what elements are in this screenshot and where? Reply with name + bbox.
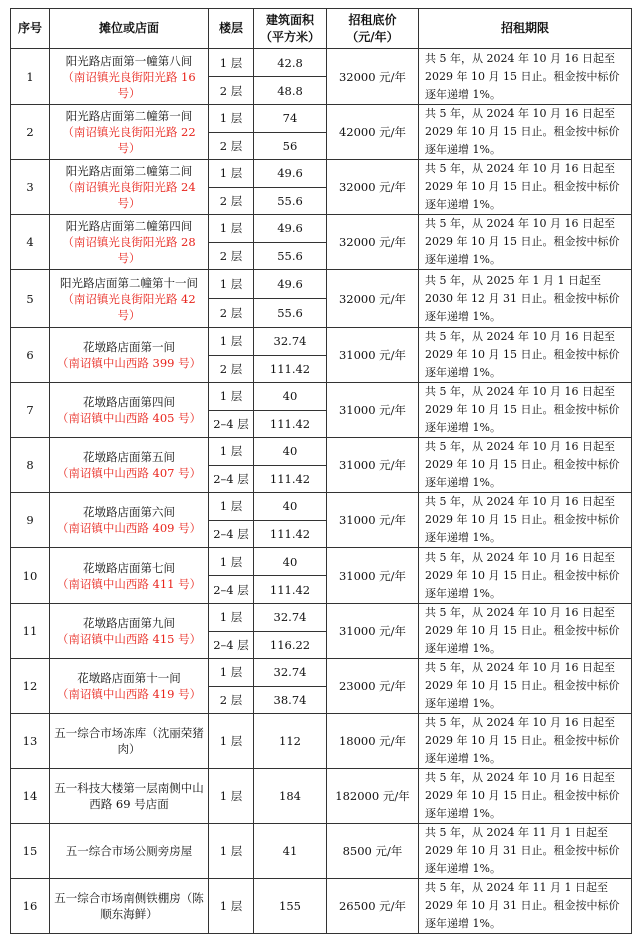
header-floor: 楼层 — [209, 9, 254, 49]
header-row — [11, 9, 632, 49]
row-floor: 1 层 — [209, 824, 254, 879]
row-area: 111.42 — [254, 410, 327, 438]
row-seq: 8 — [11, 438, 50, 493]
table-row — [11, 160, 632, 188]
stall-address: （南诏镇光良街阳光路 22 号） — [62, 125, 196, 155]
row-period: 共 5 年，从 2024 年 10 月 16 日起至 2029 年 10 月 15 日止。租金按中标价逐年递增 1%。 — [419, 160, 632, 215]
row-floor: 1 层 — [209, 438, 254, 466]
row-floor: 1 层 — [209, 548, 254, 576]
stall-address: （南诏镇中山西路 411 号） — [56, 576, 202, 591]
row-area: 56 — [254, 132, 327, 160]
row-stall — [50, 604, 209, 659]
stall-address: （南诏镇中山西路 399 号） — [56, 356, 202, 370]
row-area: 155 — [254, 879, 327, 934]
stall-address: （南诏镇中山西路 409 号） — [56, 521, 202, 535]
table-row — [11, 49, 632, 77]
row-seq: 16 — [11, 879, 50, 934]
row-seq: 4 — [11, 215, 50, 270]
row-floor: 2 层 — [209, 77, 254, 105]
stall-name: 花墩路店面第九间 — [83, 616, 175, 630]
table-row — [11, 879, 632, 934]
rental-table — [10, 8, 632, 934]
header-price-line1: 招租底价 — [348, 12, 397, 27]
table-row — [11, 659, 632, 687]
row-floor: 2 层 — [209, 242, 254, 270]
row-floor: 2–4 层 — [209, 520, 254, 548]
row-floor: 1 层 — [209, 659, 254, 687]
row-area: 32.74 — [254, 604, 327, 632]
header-price-line2: （元/年） — [346, 29, 399, 44]
row-period: 共 5 年，从 2024 年 10 月 16 日起至 2029 年 10 月 15 日止。租金按中标价逐年递增 1%。 — [419, 438, 632, 493]
row-seq: 15 — [11, 824, 50, 879]
row-floor: 2 层 — [209, 132, 254, 160]
row-floor: 2–4 层 — [209, 465, 254, 493]
row-stall — [50, 328, 209, 383]
row-stall — [50, 879, 209, 934]
stall-name: 阳光路店面第二幢第二间 — [65, 164, 193, 178]
row-price: 8500 元/年 — [327, 824, 419, 879]
row-area: 40 — [254, 493, 327, 521]
row-area: 49.6 — [254, 160, 327, 188]
row-floor: 2 层 — [209, 355, 254, 383]
stall-address: （南诏镇光良街阳光路 24 号） — [62, 180, 196, 210]
row-area: 55.6 — [254, 187, 327, 215]
table-row — [11, 215, 632, 243]
stall-name: 五一综合市场冻库（沈丽荣猪肉） — [54, 726, 204, 756]
stall-address: （南诏镇中山西路 407 号） — [56, 466, 202, 480]
row-period: 共 5 年，从 2024 年 11 月 1 日起至 2029 年 10 月 31 日止。租金按中标价逐年递增 1%。 — [419, 824, 632, 879]
table-row — [11, 270, 632, 299]
table-row — [11, 714, 632, 769]
row-floor: 1 层 — [209, 769, 254, 824]
row-floor: 2–4 层 — [209, 576, 254, 604]
table-row — [11, 105, 632, 133]
row-area: 116.22 — [254, 631, 327, 659]
row-seq: 2 — [11, 105, 50, 160]
stall-address: （南诏镇中山西路 415 号） — [56, 632, 202, 646]
row-price: 182000 元/年 — [327, 769, 419, 824]
row-seq: 10 — [11, 548, 50, 604]
row-price: 42000 元/年 — [327, 105, 419, 160]
header-stall: 摊位或店面 — [50, 9, 209, 49]
row-period: 共 5 年，从 2024 年 10 月 16 日起至 2029 年 10 月 15 日止。租金按中标价逐年递增 1%。 — [419, 328, 632, 383]
stall-address: （南诏镇光良街阳光路 28 号） — [62, 235, 196, 265]
row-price: 31000 元/年 — [327, 328, 419, 383]
stall-name: 阳光路店面第二幢第四间 — [65, 219, 193, 233]
row-period: 共 5 年，从 2024 年 10 月 16 日起至 2029 年 10 月 15 日止。租金按中标价逐年递增 1%。 — [419, 215, 632, 270]
row-stall — [50, 270, 209, 328]
stall-name: 花墩路店面第十一间 — [77, 671, 181, 685]
row-period: 共 5 年，从 2024 年 11 月 1 日起至 2029 年 10 月 31 日止。租金按中标价逐年递增 1%。 — [419, 879, 632, 934]
row-area: 32.74 — [254, 328, 327, 356]
row-area: 40 — [254, 548, 327, 576]
row-period: 共 5 年，从 2024 年 10 月 16 日起至 2029 年 10 月 15 日止。租金按中标价逐年递增 1%。 — [419, 769, 632, 824]
row-area: 40 — [254, 438, 327, 466]
row-period: 共 5 年，从 2024 年 10 月 16 日起至 2029 年 10 月 15 日止。租金按中标价逐年递增 1%。 — [419, 49, 632, 105]
row-period: 共 5 年，从 2024 年 10 月 16 日起至 2029 年 10 月 15 日止。租金按中标价逐年递增 1%。 — [419, 105, 632, 160]
table-row — [11, 383, 632, 411]
row-seq: 7 — [11, 383, 50, 438]
row-stall — [50, 105, 209, 160]
stall-name: 花墩路店面第一间 — [83, 340, 175, 354]
row-area: 112 — [254, 714, 327, 769]
row-price: 26500 元/年 — [327, 879, 419, 934]
row-period: 共 5 年，从 2024 年 10 月 16 日起至 2029 年 10 月 15 日止。租金按中标价逐年递增 1%。 — [419, 659, 632, 714]
row-area: 111.42 — [254, 576, 327, 604]
table-row — [11, 548, 632, 576]
row-seq: 11 — [11, 604, 50, 659]
row-floor: 1 层 — [209, 160, 254, 188]
row-floor: 1 层 — [209, 879, 254, 934]
stall-name: 阳光路店面第二幢第十一间 — [60, 275, 198, 290]
row-price: 31000 元/年 — [327, 383, 419, 438]
stall-name: 五一综合市场公厕旁房屋 — [65, 844, 193, 858]
row-stall — [50, 438, 209, 493]
table-row — [11, 824, 632, 879]
row-stall — [50, 824, 209, 879]
row-area: 55.6 — [254, 299, 327, 328]
table-row — [11, 328, 632, 356]
row-area: 184 — [254, 769, 327, 824]
row-floor: 1 层 — [209, 49, 254, 77]
row-stall — [50, 493, 209, 548]
stall-name: 花墩路店面第五间 — [83, 450, 175, 464]
stall-address: （南诏镇中山西路 405 号） — [56, 411, 202, 425]
row-seq: 6 — [11, 328, 50, 383]
table-row — [11, 769, 632, 824]
row-floor: 1 层 — [209, 714, 254, 769]
row-seq: 12 — [11, 659, 50, 714]
row-floor: 1 层 — [209, 604, 254, 632]
header-seq: 序号 — [11, 9, 50, 49]
stall-name: 花墩路店面第六间 — [83, 505, 175, 519]
row-price: 31000 元/年 — [327, 548, 419, 604]
row-floor: 2–4 层 — [209, 631, 254, 659]
row-floor: 1 层 — [209, 105, 254, 133]
row-area: 41 — [254, 824, 327, 879]
row-seq: 14 — [11, 769, 50, 824]
row-period: 共 5 年，从 2024 年 10 月 16 日起至 2029 年 10 月 15 日止。租金按中标价逐年递增 1%。 — [419, 604, 632, 659]
stall-name: 花墩路店面第四间 — [83, 395, 175, 409]
row-seq: 1 — [11, 49, 50, 105]
row-stall — [50, 769, 209, 824]
table-row — [11, 604, 632, 632]
row-price: 32000 元/年 — [327, 270, 419, 328]
stall-name: 五一科技大楼第一层南侧中山西路 69 号店面 — [54, 781, 204, 811]
header-period: 招租期限 — [419, 9, 632, 49]
row-price: 31000 元/年 — [327, 493, 419, 548]
row-period: 共 5 年，从 2024 年 10 月 16 日起至 2029 年 10 月 15 日止。租金按中标价逐年递增 1%。 — [419, 383, 632, 438]
header-area — [254, 9, 327, 49]
row-area: 48.8 — [254, 77, 327, 105]
row-area: 74 — [254, 105, 327, 133]
row-price: 32000 元/年 — [327, 49, 419, 105]
row-seq: 3 — [11, 160, 50, 215]
row-floor: 1 层 — [209, 383, 254, 411]
row-floor: 2–4 层 — [209, 410, 254, 438]
row-stall — [50, 215, 209, 270]
row-price: 31000 元/年 — [327, 604, 419, 659]
row-area: 111.42 — [254, 465, 327, 493]
stall-address: （南诏镇光良街阳光路 42 号） — [62, 291, 196, 322]
row-area: 40 — [254, 383, 327, 411]
row-price: 18000 元/年 — [327, 714, 419, 769]
row-price: 32000 元/年 — [327, 215, 419, 270]
row-stall — [50, 714, 209, 769]
row-seq: 9 — [11, 493, 50, 548]
row-floor: 2 层 — [209, 299, 254, 328]
row-area: 49.6 — [254, 215, 327, 243]
row-price: 23000 元/年 — [327, 659, 419, 714]
table-row — [11, 493, 632, 521]
stall-name: 花墩路店面第七间 — [83, 560, 175, 575]
row-floor: 1 层 — [209, 328, 254, 356]
row-floor: 1 层 — [209, 215, 254, 243]
row-price: 32000 元/年 — [327, 160, 419, 215]
row-area: 111.42 — [254, 355, 327, 383]
row-area: 55.6 — [254, 242, 327, 270]
stall-name: 五一综合市场南侧铁棚房（陈顺东海鲜） — [54, 891, 204, 921]
stall-address: （南诏镇光良街阳光路 16 号） — [62, 69, 196, 100]
row-seq: 5 — [11, 270, 50, 328]
row-area: 32.74 — [254, 659, 327, 687]
row-area: 42.8 — [254, 49, 327, 77]
row-period: 共 5 年，从 2024 年 10 月 16 日起至 2029 年 10 月 15 日止。租金按中标价逐年递增 1%。 — [419, 714, 632, 769]
header-area-line1: 建筑面积 — [265, 12, 314, 27]
row-floor: 1 层 — [209, 270, 254, 299]
row-floor: 2 层 — [209, 187, 254, 215]
row-area: 111.42 — [254, 520, 327, 548]
stall-name: 阳光路店面第二幢第一间 — [65, 109, 193, 123]
stall-name: 阳光路店面第一幢第八间 — [65, 53, 193, 68]
row-period: 共 5 年，从 2025 年 1 月 1 日起至 2030 年 12 月 31 日止。租金按中标价逐年递增 1%。 — [419, 270, 632, 328]
table-row — [11, 438, 632, 466]
row-area: 49.6 — [254, 270, 327, 299]
row-seq: 13 — [11, 714, 50, 769]
row-stall — [50, 383, 209, 438]
row-stall — [50, 548, 209, 604]
row-period: 共 5 年，从 2024 年 10 月 16 日起至 2029 年 10 月 15 日止。租金按中标价逐年递增 1%。 — [419, 548, 632, 604]
row-area: 38.74 — [254, 686, 327, 714]
row-stall — [50, 659, 209, 714]
row-floor: 1 层 — [209, 493, 254, 521]
header-area-line2: （平方米） — [259, 29, 320, 44]
row-period: 共 5 年，从 2024 年 10 月 16 日起至 2029 年 10 月 15 日止。租金按中标价逐年递增 1%。 — [419, 493, 632, 548]
row-price: 31000 元/年 — [327, 438, 419, 493]
row-stall — [50, 49, 209, 105]
header-price — [327, 9, 419, 49]
stall-address: （南诏镇中山西路 419 号） — [56, 687, 202, 701]
row-floor: 2 层 — [209, 686, 254, 714]
row-stall — [50, 160, 209, 215]
